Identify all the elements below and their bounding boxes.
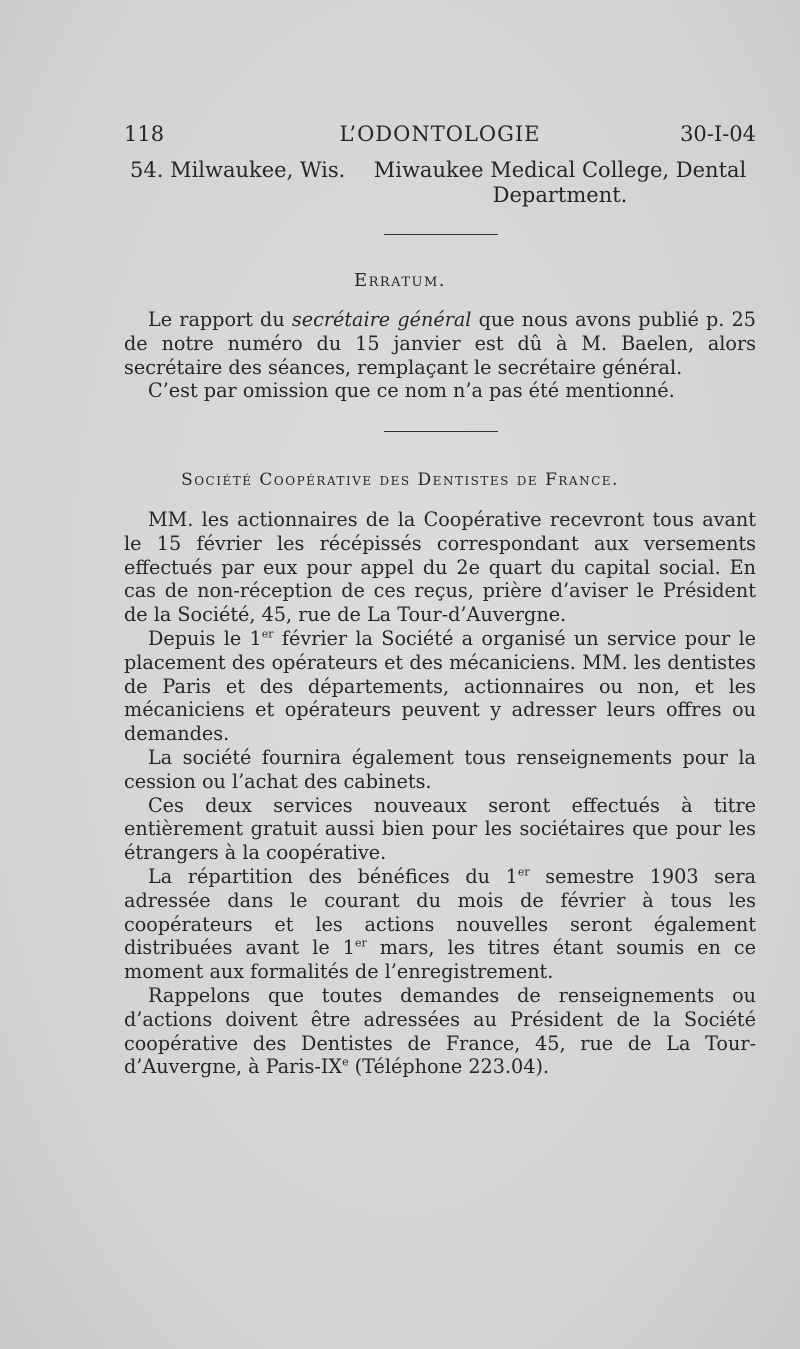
entry-institution: Miwaukee Medical College, Dental Department. — [373, 158, 747, 207]
text-run: (Téléphone 223.04). — [348, 1055, 550, 1079]
paragraph — [124, 984, 756, 1079]
paragraph — [124, 627, 756, 746]
entry-location: 54. Milwaukee, Wis. — [130, 158, 346, 182]
journal-title: L’ODONTOLOGIE — [339, 122, 541, 146]
section-divider — [384, 431, 498, 432]
erratum-heading: Erratum. — [353, 270, 447, 291]
erratum-body — [124, 308, 756, 403]
section-divider — [384, 234, 498, 235]
paragraph: La société fournira également tous renseignements pour la cession ou l’achat des cabinets. — [124, 745, 756, 793]
text-run: mars, les titres étant soumis en ce moment aux formalités de l’enregistrement. — [124, 936, 756, 984]
issue-date: 30-I-04 — [680, 122, 756, 146]
text-run: Depuis le 1 — [148, 626, 262, 650]
superscript: er — [261, 627, 274, 641]
paragraph: Ces deux services nouveaux seront effectués à titre entièrement gratuit aussi bien pour les sociétaires que pour les étrangers à la coopérative. — [124, 793, 756, 865]
text-run: La répartition des bénéfices du 1 — [148, 864, 518, 888]
text-run: semestre 1903 sera adressée dans le courant du mois de février à tous les coopérateurs et les actions nouvelles seront également distribuées avant le 1 — [124, 864, 756, 960]
running-header — [124, 122, 756, 150]
superscript: e — [342, 1055, 349, 1069]
societe-body — [124, 508, 756, 1079]
text-run: que nous avons publié p. 25 de notre numéro du 15 janvier est dû à M. Baelen, alors secrétaire des séances, remplaçant le secrétaire général. — [124, 308, 756, 379]
page-number: 118 — [124, 122, 165, 146]
text-run: février la Société a organisé un service pour le placement des opérateurs et des mécaniciens. MM. les dentistes de Paris et des départements, actionnaires ou non, et les mécaniciens et opérateurs peuvent y adresser leurs offres ou demandes. — [124, 626, 756, 746]
erratum-paragraph — [124, 308, 756, 379]
italic-text: secrétaire général — [291, 308, 472, 331]
text-run: Rappelons que toutes demandes de renseignements ou d’actions doivent être adressées au Président de la Société coopérative des Dentistes de France, 45, rue de La Tour-d’Auvergne, à Paris-IX — [124, 983, 756, 1079]
paragraph — [124, 865, 756, 984]
superscript: er — [517, 865, 530, 879]
superscript: er — [354, 936, 367, 950]
paragraph: MM. les actionnaires de la Coopérative recevront tous avant le 15 février les récépissés correspondant aux versements effectués par eux pour appel du 2e quart du capital social. En cas de non-réception de ces reçus, prière d’aviser le Président de la Société, 45, rue de La Tour-d’Auvergne. — [124, 508, 756, 627]
text-run: Le rapport du — [148, 308, 292, 331]
erratum-paragraph: C’est par omission que ce nom n’a pas été mentionné. — [148, 379, 675, 403]
societe-heading: Société Coopérative des Dentistes de France. — [181, 470, 619, 490]
